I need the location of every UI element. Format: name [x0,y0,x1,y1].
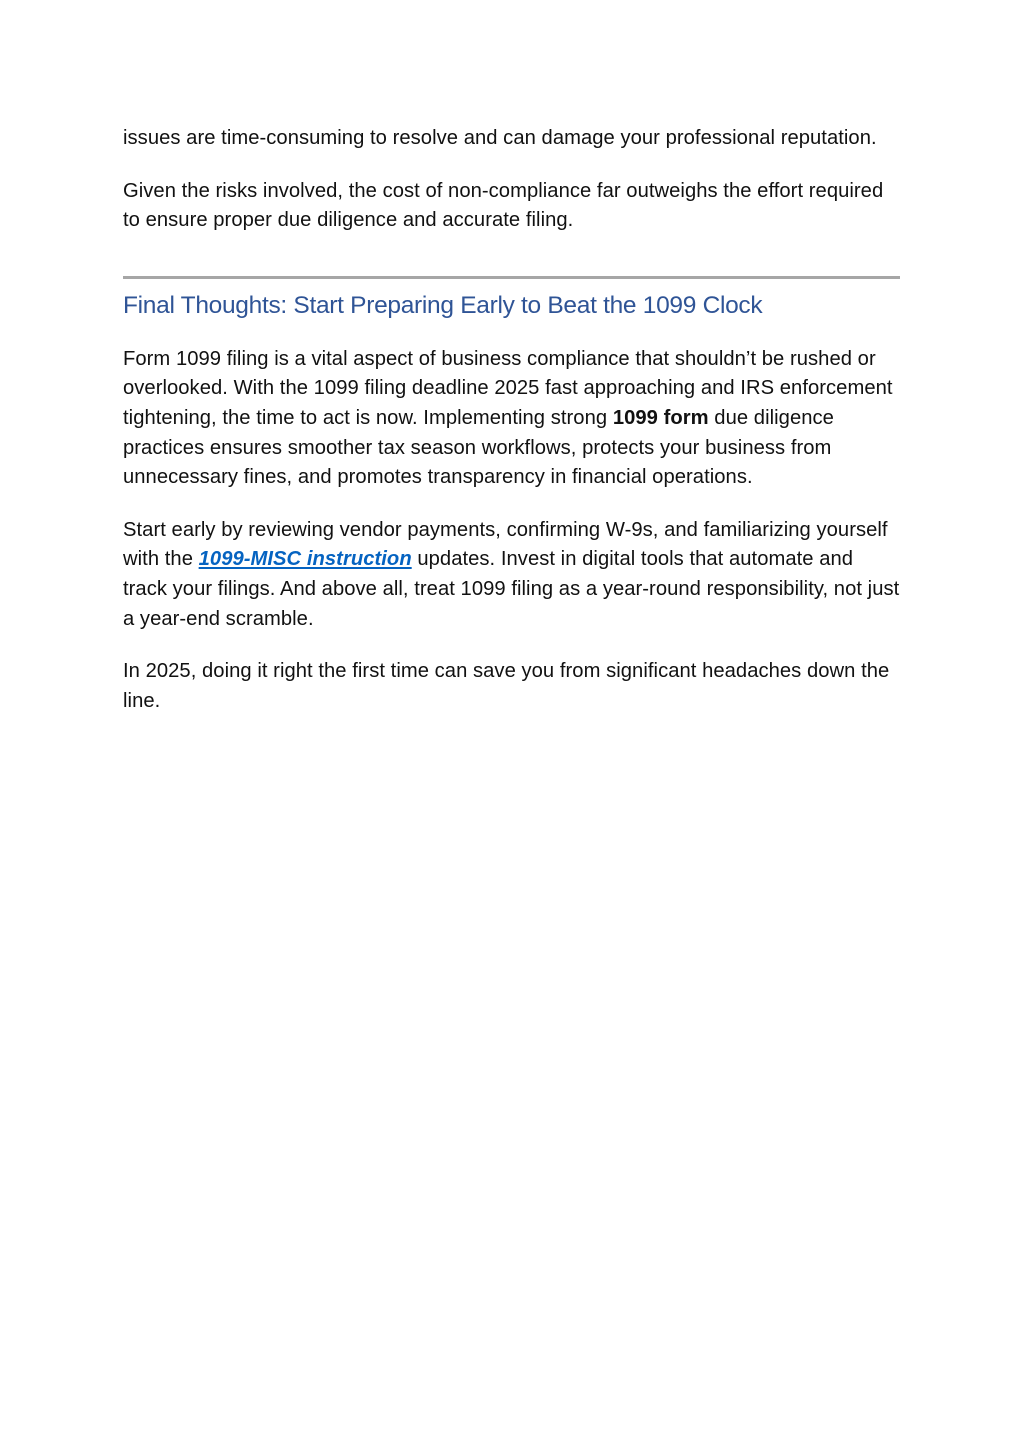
paragraph-text: updates. Invest in digital tools that automate and track your filings. And above all, treat 1099 filing as a year-round responsibility, not just a year-end scramble. [123,548,900,630]
document-page [123,124,901,716]
paragraph-start-early [123,516,901,634]
paragraph-text: due diligence practices ensures smoother tax season workflows, protects your business from unnecessary fines, and promotes transparency in financial operations. [123,406,834,489]
section-heading: Final Thoughts: Start Preparing Early to Beat the 1099 Clock [123,291,763,319]
misc-instruction-link[interactable]: 1099-MISC instruction [198,548,412,571]
paragraph-form-1099-filing [123,345,901,493]
paragraph-text: Start early by reviewing vendor payments, confirming W-9s, and familiarizing yourself with the [123,518,888,571]
paragraph-closing: In 2025, doing it right the first time can save you from significant headaches down the line. [123,660,890,712]
section-divider [123,276,900,279]
bold-term: 1099 form [612,406,709,429]
paragraph-reputation: issues are time-consuming to resolve and can damage your professional reputation. [123,127,877,149]
paragraph-text: Form 1099 filing is a vital aspect of business compliance that shouldn’t be rushed or overlooked. With the 1099 filing deadline 2025 fast approaching and IRS enforcement tightening, the time to act is now. Implementing strong [123,347,893,429]
paragraph-risks: Given the risks involved, the cost of non-compliance far outweighs the effort required to ensure proper due diligence and accurate filing. [123,179,884,232]
